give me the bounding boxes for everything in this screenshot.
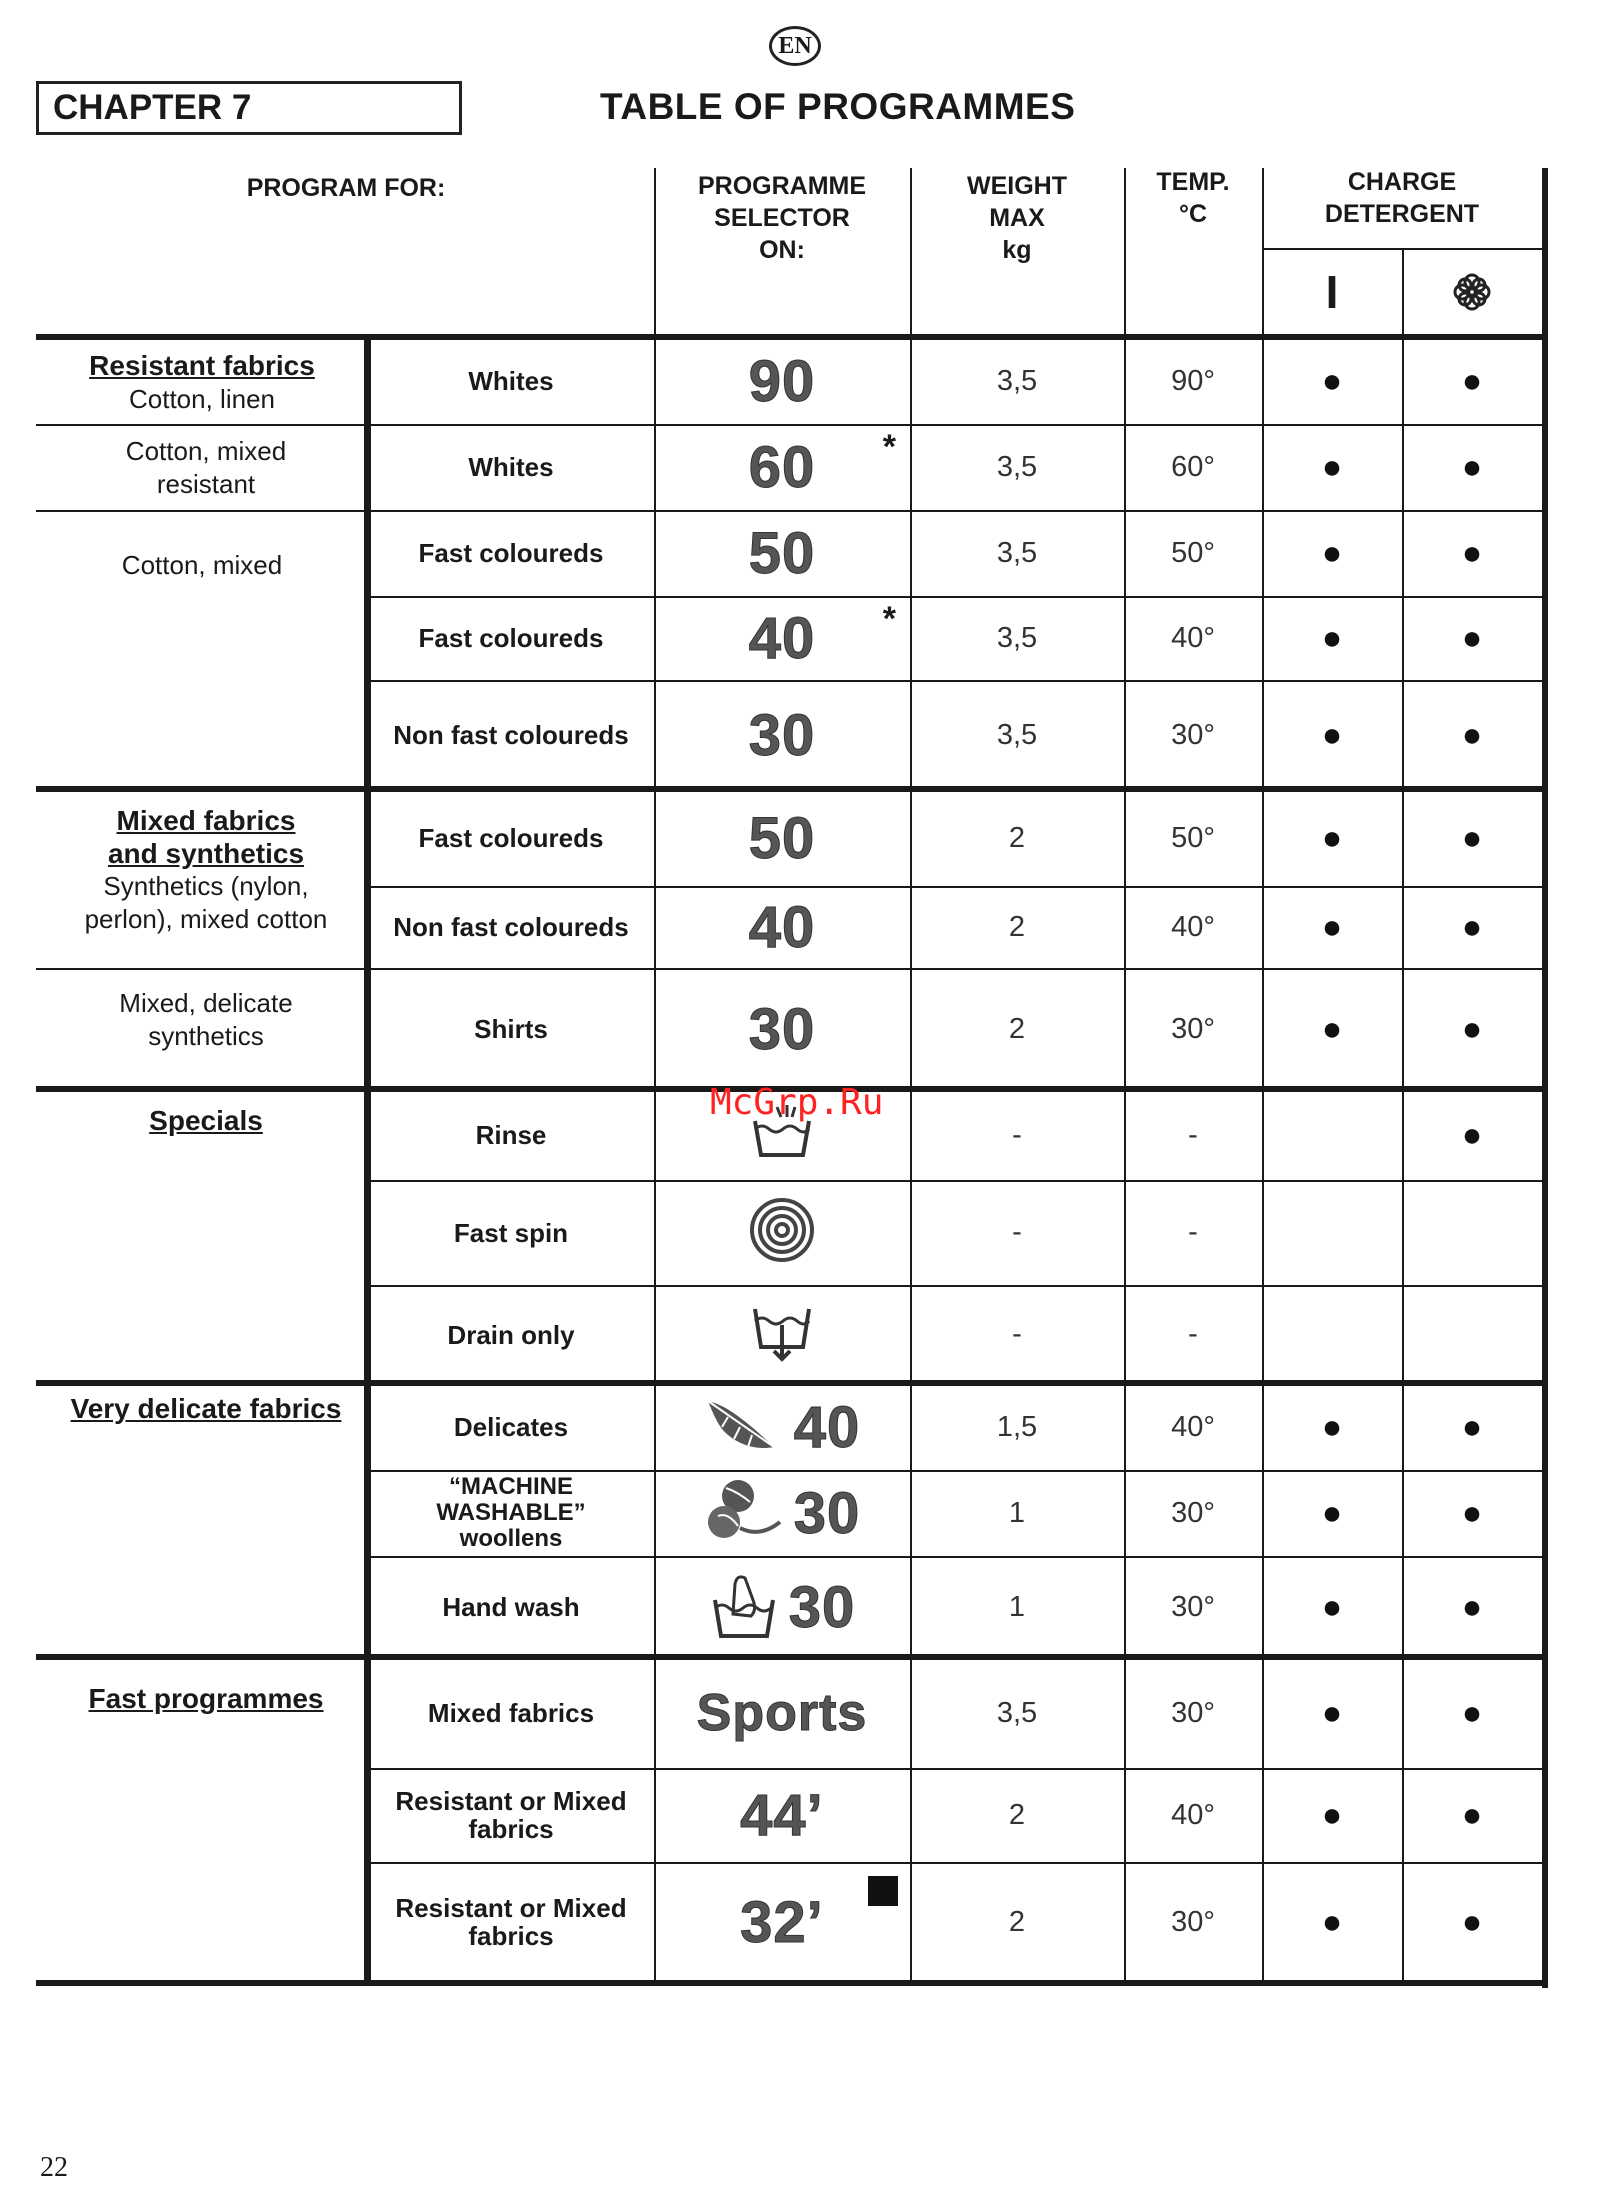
programme-selector	[654, 338, 910, 424]
selector-value: 32’	[740, 1889, 824, 1955]
program-name	[368, 1090, 654, 1180]
spin-icon	[747, 1195, 817, 1270]
programme-selector	[654, 1768, 910, 1862]
softener-dot: ●	[1461, 818, 1483, 857]
softener-dot: ●	[1461, 1009, 1483, 1048]
softener-dot: ●	[1461, 907, 1483, 946]
softener-dot	[1402, 1285, 1542, 1384]
programme-selector	[654, 510, 910, 596]
header-softener	[1402, 250, 1542, 334]
row-divider	[368, 1768, 1542, 1770]
category-row-divider	[36, 424, 368, 426]
program-label: Resistant or Mixed fabrics	[395, 1786, 627, 1844]
softener-dot: ●	[1461, 1407, 1483, 1446]
softener-dot: ●	[1461, 1693, 1483, 1732]
temperature-value: 50°	[1171, 536, 1215, 569]
program-label: Fast coloureds	[418, 623, 604, 653]
weight-value: 2	[1008, 1012, 1026, 1045]
program-name	[368, 424, 654, 510]
main-wash-dot: ●	[1321, 1902, 1343, 1941]
hand-wash-icon	[709, 1570, 779, 1645]
grid-line	[910, 338, 912, 1982]
weight-value: 3,5	[996, 1696, 1038, 1729]
selector-value: 30	[748, 702, 816, 768]
selector-value: 44’	[740, 1782, 824, 1848]
section-divider	[36, 786, 1548, 792]
program-name	[368, 1556, 654, 1658]
category-cotton-mixed-resistant: Cotton, mixed resistant	[125, 436, 287, 499]
programme-selector	[654, 1090, 910, 1180]
grid-line	[1124, 338, 1126, 1982]
weight-value: -	[1012, 1118, 1022, 1151]
row-divider	[368, 1180, 1542, 1182]
weight-value: 2	[1008, 1798, 1026, 1831]
programme-selector	[654, 1556, 910, 1658]
temperature-value: 30°	[1171, 718, 1215, 751]
row-divider	[368, 596, 1542, 598]
program-name	[368, 1470, 654, 1556]
language-badge: EN	[769, 26, 821, 66]
program-label: Delicates	[453, 1412, 569, 1442]
row-divider	[368, 680, 1542, 682]
temperature-value: 60°	[1171, 450, 1215, 483]
program-name	[368, 596, 654, 680]
selector-value: 30	[748, 996, 816, 1062]
program-name	[368, 1658, 654, 1768]
program-name	[368, 1768, 654, 1862]
program-name	[368, 510, 654, 596]
section-divider	[36, 1086, 1548, 1092]
weight-value: 3,5	[996, 450, 1038, 483]
row-divider	[368, 968, 1542, 970]
chapter-label: CHAPTER 7	[36, 81, 462, 135]
program-label: Whites	[468, 366, 554, 396]
category-divider	[364, 338, 371, 1982]
temperature-value: 30°	[1171, 1905, 1215, 1938]
program-label: Hand wash	[442, 1592, 580, 1622]
programme-selector	[654, 1285, 910, 1384]
main-wash-dot	[1262, 1285, 1402, 1384]
program-name	[368, 1862, 654, 1982]
programme-selector	[654, 1470, 910, 1556]
program-name	[368, 1384, 654, 1470]
softener-dot: ●	[1461, 447, 1483, 486]
main-wash-dot: ●	[1321, 907, 1343, 946]
main-wash-dot	[1262, 1180, 1402, 1285]
main-wash-dot: ●	[1321, 1795, 1343, 1834]
main-wash-dot: ●	[1321, 715, 1343, 754]
category-row-divider	[36, 510, 368, 512]
softener-dot: ●	[1461, 1493, 1483, 1532]
grid-line	[1262, 168, 1264, 338]
program-name	[368, 790, 654, 886]
softener-dot	[1402, 1180, 1542, 1285]
selector-value: 40	[793, 1394, 861, 1460]
temperature-value: -	[1188, 1118, 1198, 1151]
grid-line	[654, 338, 656, 1982]
watermark: McGrp.Ru	[710, 1082, 884, 1123]
selector-value: 90	[748, 348, 816, 414]
category-fast-programmes: Fast programmes	[88, 1683, 324, 1714]
header-weight: WEIGHT MAX kg	[967, 172, 1067, 264]
main-wash-dot: ●	[1321, 447, 1343, 486]
header-detergent: CHARGE DETERGENT	[1324, 168, 1480, 228]
grid-line	[910, 168, 912, 338]
weight-value: 2	[1008, 821, 1026, 854]
programme-selector	[654, 1658, 910, 1768]
main-wash-dot: ●	[1321, 1493, 1343, 1532]
weight-value: -	[1012, 1318, 1022, 1350]
temperature-value: 40°	[1171, 1410, 1215, 1443]
table-right-border	[1542, 168, 1548, 1988]
section-divider	[36, 334, 1548, 340]
program-name	[368, 1180, 654, 1285]
header-temp: TEMP. °C	[1156, 168, 1230, 228]
category-specials: Specials	[149, 1105, 263, 1136]
temperature-value: -	[1188, 1318, 1198, 1350]
weight-value: 3,5	[996, 621, 1038, 654]
flower-icon	[1451, 271, 1493, 313]
program-name	[368, 886, 654, 968]
programme-selector	[654, 968, 910, 1090]
selector-value: 40	[748, 894, 816, 960]
category-cotton-mixed: Cotton, mixed	[121, 549, 283, 580]
main-wash-dot: ●	[1321, 1009, 1343, 1048]
selector-value: 50	[748, 805, 816, 871]
main-wash-dot: ●	[1321, 618, 1343, 657]
drain-icon	[747, 1301, 817, 1368]
section-divider	[36, 1380, 1548, 1386]
main-wash-dot: ●	[1321, 361, 1343, 400]
softener-dot: ●	[1461, 361, 1483, 400]
row-divider	[368, 424, 1542, 426]
programme-selector	[654, 886, 910, 968]
grid-line	[1262, 338, 1264, 1982]
row-divider	[368, 1556, 1542, 1558]
row-divider	[368, 886, 1542, 888]
weight-value: 2	[1008, 910, 1026, 943]
program-label: Resistant or Mixed fabrics	[395, 1893, 627, 1951]
header-main-wash-symbol: I	[1325, 266, 1339, 318]
temperature-value: 50°	[1171, 821, 1215, 854]
temperature-value: -	[1188, 1216, 1198, 1248]
softener-dot: ●	[1461, 1115, 1483, 1154]
softener-dot: ●	[1461, 715, 1483, 754]
temperature-value: 40°	[1171, 621, 1215, 654]
square-mark	[868, 1876, 898, 1906]
program-label: “MACHINE WASHABLE” woollens	[436, 1473, 586, 1552]
main-wash-dot: ●	[1321, 1587, 1343, 1626]
temperature-value: 30°	[1171, 1496, 1215, 1529]
weight-value: 1	[1008, 1496, 1026, 1529]
temperature-value: 40°	[1171, 910, 1215, 943]
program-label: Non fast coloureds	[393, 720, 629, 750]
main-wash-dot: ●	[1321, 1407, 1343, 1446]
program-name	[368, 968, 654, 1090]
selector-value: 60	[748, 434, 816, 500]
selector-value: 50	[748, 520, 816, 586]
rinse-icon	[747, 1103, 817, 1168]
weight-value: 3,5	[996, 364, 1038, 397]
programme-selector	[654, 1180, 910, 1285]
row-divider	[368, 1470, 1542, 1472]
temperature-value: 30°	[1171, 1590, 1215, 1623]
softener-dot: ●	[1461, 618, 1483, 657]
weight-value: 2	[1008, 1905, 1026, 1938]
weight-value: 1	[1008, 1590, 1026, 1623]
page-title: TABLE OF PROGRAMMES	[600, 86, 1076, 127]
temperature-value: 30°	[1171, 1012, 1215, 1045]
program-label: Shirts	[474, 1014, 548, 1044]
table-bottom-border	[36, 1980, 1548, 1986]
programme-selector	[654, 1862, 910, 1982]
program-label: Fast spin	[453, 1217, 569, 1248]
main-wash-dot: ●	[1321, 533, 1343, 572]
programme-selector	[654, 1384, 910, 1470]
program-label: Mixed fabrics	[427, 1698, 595, 1728]
grid-line	[1124, 168, 1126, 338]
program-label: Non fast coloureds	[393, 912, 629, 942]
grid-line	[654, 168, 656, 338]
category-very-delicate: Very delicate fabrics	[70, 1393, 342, 1424]
grid-line	[1262, 248, 1542, 250]
program-label: Fast coloureds	[418, 538, 604, 568]
program-name	[368, 338, 654, 424]
weight-value: -	[1012, 1216, 1022, 1248]
temperature-value: 90°	[1171, 364, 1215, 397]
row-divider	[368, 1862, 1542, 1864]
category-mixed-delicate-synthetics: Mixed, delicate synthetics	[119, 988, 293, 1051]
softener-dot: ●	[1461, 1587, 1483, 1626]
weight-value: 3,5	[996, 536, 1038, 569]
header-selector: PROGRAMME SELECTOR ON:	[697, 172, 867, 264]
section-divider	[36, 1654, 1548, 1660]
category-row-divider	[36, 968, 368, 970]
selector-value: Sports	[696, 1684, 868, 1742]
weight-value: 3,5	[996, 718, 1038, 751]
category-mixed-synthetics: Mixed fabrics and synthetics Synthetics (nylon, perlon), mixed cotton	[84, 805, 328, 934]
header-program-for: PROGRAM FOR:	[246, 174, 446, 202]
program-label: Rinse	[475, 1120, 547, 1150]
program-label: Fast coloureds	[418, 823, 604, 853]
main-wash-dot: ●	[1321, 818, 1343, 857]
main-wash-dot	[1262, 1090, 1402, 1180]
programme-selector	[654, 790, 910, 886]
temperature-value: 40°	[1171, 1798, 1215, 1831]
weight-value: 1,5	[996, 1410, 1038, 1443]
program-name	[368, 1285, 654, 1384]
asterisk-mark: *	[882, 600, 896, 638]
asterisk-mark: *	[882, 428, 896, 466]
page-number: 22	[40, 2152, 68, 2183]
selector-value: 30	[793, 1480, 861, 1546]
grid-line	[1402, 338, 1404, 1982]
row-divider	[368, 1285, 1542, 1287]
program-label: Drain only	[447, 1319, 575, 1350]
row-divider	[368, 510, 1542, 512]
softener-dot: ●	[1461, 1902, 1483, 1941]
selector-value: 30	[788, 1574, 856, 1640]
selector-value: 40	[748, 605, 816, 671]
main-wash-dot: ●	[1321, 1693, 1343, 1732]
grid-line	[1402, 248, 1404, 338]
category-resistant-fabrics: Resistant fabrics Cotton, linen	[89, 349, 315, 414]
wool-icon	[704, 1476, 784, 1551]
programme-selector	[654, 424, 910, 510]
softener-dot: ●	[1461, 533, 1483, 572]
program-label: Whites	[468, 452, 554, 482]
temperature-value: 30°	[1171, 1696, 1215, 1729]
feather-icon	[704, 1395, 784, 1460]
softener-dot: ●	[1461, 1795, 1483, 1834]
programme-selector	[654, 596, 910, 680]
program-name	[368, 680, 654, 790]
programme-selector	[654, 680, 910, 790]
